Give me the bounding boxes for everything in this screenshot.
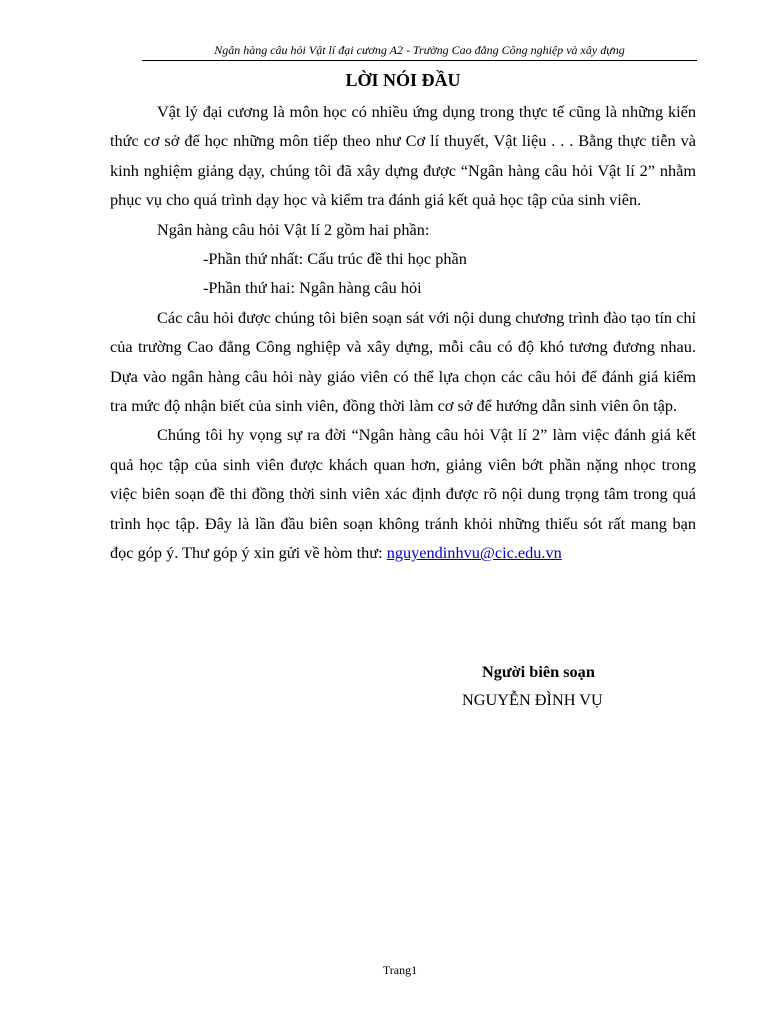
signature-name: NGUYỄN ĐÌNH VỤ <box>462 690 603 709</box>
page-number: Trang1 <box>382 963 418 977</box>
email-link[interactable]: nguyendinhvu@cic.edu.vn <box>386 543 562 563</box>
page-title: LỜI NÓI ĐẦU <box>345 70 461 90</box>
running-header: Ngân hàng câu hỏi Vật lí đại cương A2 - Trường Cao đẳng Công nghiệp và xây dựng <box>142 43 697 61</box>
signature-role: Người biên soạn <box>482 662 595 681</box>
paragraph-intro: Vật lý đại cương là môn học có nhiều ứng dụng trong thực tế cũng là những kiến thức cơ sở để học những môn tiếp theo như Cơ lí thuyết, Vật liệu . . . Bằng thực tiễn và kinh nghiệm giảng dạy, chúng tôi đã xây dựng được “Ngân hàng câu hỏi Vật lí 2” nhằm phục vụ cho quá trình dạy học và kiểm tra đánh giá kết quả học tập của sinh viên. <box>110 102 696 210</box>
list-item-part-two: -Phần thứ hai: Ngân hàng câu hỏi <box>203 278 422 298</box>
list-item-part-one: -Phần thứ nhất: Cấu trúc đề thi học phần <box>203 249 467 269</box>
document-body <box>110 97 696 568</box>
paragraph-questions: Các câu hỏi được chúng tôi biên soạn sát với nội dung chương trình đào tạo tín chỉ của trường Cao đẳng Công nghiệp và xây dựng, mỗi câu có độ khó tương đương nhau. Dựa vào ngân hàng câu hỏi này giáo viên có thể lựa chọn các câu hỏi để đánh giá kiểm tra mức độ nhận biết của sinh viên, đồng thời làm cơ sở để hướng dẫn sinh viên ôn tập. <box>110 307 696 416</box>
paragraph-closing <box>110 420 696 567</box>
paragraph-closing-text: Chúng tôi hy vọng sự ra đời “Ngân hàng câu hỏi Vật lí 2” làm việc đánh giá kết quả học tập của sinh viên được khách quan hơn, giảng viên bớt phần nặng nhọc trong việc biên soạn đề thi đồng thời sinh viên xác định được rõ nội dung trọng tâm trong quá trình học tập. Đây là lần đầu biên soạn không tránh khỏi những thiếu sót rất mang bạn đọc góp ý. Thư góp ý xin gửi về hòm thư: <box>110 425 696 563</box>
paragraph-structure: Ngân hàng câu hỏi Vật lí 2 gồm hai phần: <box>157 219 430 239</box>
